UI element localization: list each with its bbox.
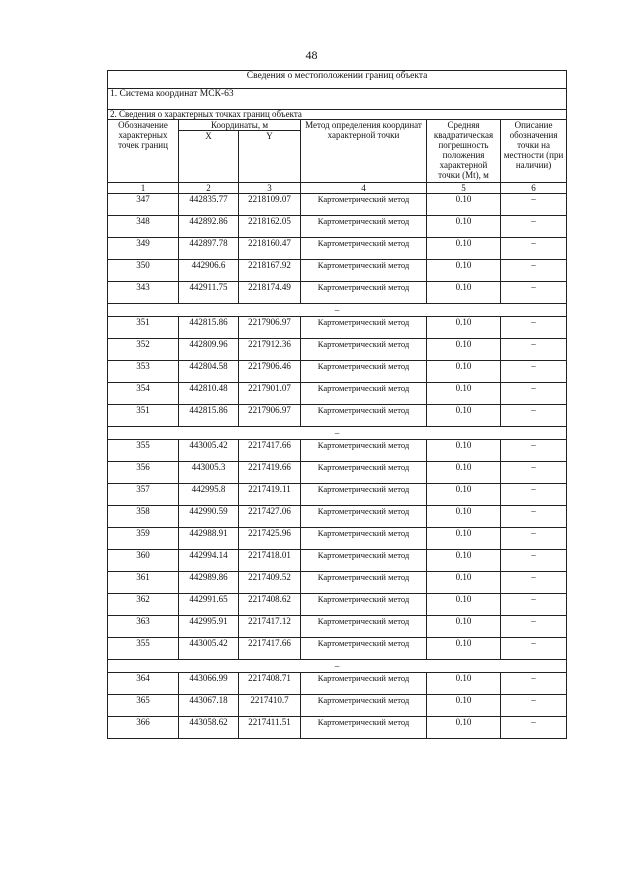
error-value: 0.10 — [427, 216, 501, 238]
point-id: 356 — [108, 462, 179, 484]
coord-x: 443067.18 — [179, 695, 239, 717]
table-row — [108, 717, 567, 739]
coord-x: 442989.86 — [179, 572, 239, 594]
table-row — [108, 260, 567, 282]
point-id: 347 — [108, 194, 179, 216]
header-method: Метод определения координат характерной точки — [301, 120, 427, 183]
point-id: 355 — [108, 638, 179, 660]
point-id: 363 — [108, 616, 179, 638]
table-row — [108, 550, 567, 572]
coord-y: 2217419.11 — [239, 484, 301, 506]
header-x: X — [179, 131, 239, 183]
points-section-label: 2. Сведения о характерных точках границ объекта — [108, 110, 567, 120]
description: – — [501, 238, 567, 260]
error-value: 0.10 — [427, 260, 501, 282]
coord-y: 2217901.07 — [239, 383, 301, 405]
description: – — [501, 462, 567, 484]
description: – — [501, 282, 567, 304]
coord-y: 2217417.12 — [239, 616, 301, 638]
point-id: 348 — [108, 216, 179, 238]
error-value: 0.10 — [427, 695, 501, 717]
table-body — [108, 71, 567, 739]
coord-y: 2218162.05 — [239, 216, 301, 238]
method: Картометрический метод — [301, 673, 427, 695]
point-id: 358 — [108, 506, 179, 528]
description: – — [501, 216, 567, 238]
coord-x: 442835.77 — [179, 194, 239, 216]
col-number: 4 — [301, 183, 427, 194]
table-row — [108, 484, 567, 506]
coord-x: 443005.3 — [179, 462, 239, 484]
point-id: 352 — [108, 339, 179, 361]
method: Картометрический метод — [301, 717, 427, 739]
coord-x: 442991.65 — [179, 594, 239, 616]
coord-x: 442810.48 — [179, 383, 239, 405]
group-separator: – — [108, 427, 567, 440]
coord-x: 443066.99 — [179, 673, 239, 695]
method: Картометрический метод — [301, 361, 427, 383]
point-id: 366 — [108, 717, 179, 739]
coord-x: 442995.8 — [179, 484, 239, 506]
method: Картометрический метод — [301, 383, 427, 405]
description: – — [501, 506, 567, 528]
error-value: 0.10 — [427, 506, 501, 528]
error-value: 0.10 — [427, 594, 501, 616]
boundary-points-table — [107, 70, 567, 739]
coord-y: 2217408.62 — [239, 594, 301, 616]
coord-x: 442815.86 — [179, 405, 239, 427]
table-row — [108, 405, 567, 427]
error-value: 0.10 — [427, 383, 501, 405]
page-number: 48 — [305, 48, 318, 62]
col-number: 3 — [239, 183, 301, 194]
method: Картометрический метод — [301, 339, 427, 361]
error-value: 0.10 — [427, 550, 501, 572]
table-row — [108, 282, 567, 304]
coord-y: 2218109.07 — [239, 194, 301, 216]
coord-y: 2217427.06 — [239, 506, 301, 528]
point-id: 349 — [108, 238, 179, 260]
error-value: 0.10 — [427, 317, 501, 339]
coord-x: 443005.42 — [179, 638, 239, 660]
description: – — [501, 484, 567, 506]
table-row — [108, 695, 567, 717]
method: Картометрический метод — [301, 194, 427, 216]
table-row — [108, 506, 567, 528]
method: Картометрический метод — [301, 550, 427, 572]
coord-x: 442809.96 — [179, 339, 239, 361]
table-row — [108, 194, 567, 216]
header-coordinates: Координаты, м — [179, 120, 301, 131]
col-number: 2 — [179, 183, 239, 194]
point-id: 351 — [108, 405, 179, 427]
point-id: 353 — [108, 361, 179, 383]
description: – — [501, 616, 567, 638]
coord-x: 442897.78 — [179, 238, 239, 260]
description: – — [501, 695, 567, 717]
coord-x: 442911.75 — [179, 282, 239, 304]
table-row — [108, 462, 567, 484]
description: – — [501, 440, 567, 462]
coord-y: 2217417.66 — [239, 638, 301, 660]
error-value: 0.10 — [427, 282, 501, 304]
point-id: 364 — [108, 673, 179, 695]
error-value: 0.10 — [427, 616, 501, 638]
error-value: 0.10 — [427, 238, 501, 260]
coord-x: 442906.6 — [179, 260, 239, 282]
coord-x: 442990.59 — [179, 506, 239, 528]
coord-y: 2217410.7 — [239, 695, 301, 717]
method: Картометрический метод — [301, 317, 427, 339]
point-id: 362 — [108, 594, 179, 616]
point-id: 361 — [108, 572, 179, 594]
table-row — [108, 440, 567, 462]
table-row — [108, 361, 567, 383]
coord-y: 2217906.97 — [239, 405, 301, 427]
col-number: 1 — [108, 183, 179, 194]
method: Картометрический метод — [301, 572, 427, 594]
description: – — [501, 260, 567, 282]
method: Картометрический метод — [301, 638, 427, 660]
description: – — [501, 550, 567, 572]
group-separator-row — [108, 304, 567, 317]
error-value: 0.10 — [427, 673, 501, 695]
group-separator: – — [108, 304, 567, 317]
point-id: 343 — [108, 282, 179, 304]
error-value: 0.10 — [427, 638, 501, 660]
method: Картометрический метод — [301, 260, 427, 282]
error-value: 0.10 — [427, 528, 501, 550]
coord-y: 2217425.96 — [239, 528, 301, 550]
coord-y: 2217417.66 — [239, 440, 301, 462]
group-separator-row — [108, 427, 567, 440]
point-id: 351 — [108, 317, 179, 339]
coord-x: 442804.58 — [179, 361, 239, 383]
error-value: 0.10 — [427, 572, 501, 594]
method: Картометрический метод — [301, 462, 427, 484]
table-row — [108, 317, 567, 339]
point-id: 360 — [108, 550, 179, 572]
coord-y: 2217906.97 — [239, 317, 301, 339]
method: Картометрический метод — [301, 440, 427, 462]
table-row — [108, 528, 567, 550]
error-value: 0.10 — [427, 405, 501, 427]
description: – — [501, 528, 567, 550]
header-description: Описание обозначения точки на местности (при наличии) — [501, 120, 567, 183]
coord-y: 2217419.66 — [239, 462, 301, 484]
group-separator: – — [108, 660, 567, 673]
description: – — [501, 383, 567, 405]
coord-x: 442892.86 — [179, 216, 239, 238]
description: – — [501, 594, 567, 616]
description: – — [501, 317, 567, 339]
description: – — [501, 361, 567, 383]
table-row — [108, 594, 567, 616]
point-id: 359 — [108, 528, 179, 550]
description: – — [501, 717, 567, 739]
table-row — [108, 339, 567, 361]
coord-y: 2217912.36 — [239, 339, 301, 361]
description: – — [501, 572, 567, 594]
coord-y: 2217409.52 — [239, 572, 301, 594]
coord-x: 442995.91 — [179, 616, 239, 638]
description: – — [501, 194, 567, 216]
error-value: 0.10 — [427, 194, 501, 216]
coord-y: 2217906.46 — [239, 361, 301, 383]
point-id: 357 — [108, 484, 179, 506]
method: Картометрический метод — [301, 594, 427, 616]
header-error: Средняя квадратическая погрешность положения характерной точки (Mt), м — [427, 120, 501, 183]
coord-x: 443005.42 — [179, 440, 239, 462]
error-value: 0.10 — [427, 462, 501, 484]
error-value: 0.10 — [427, 339, 501, 361]
col-number: 6 — [501, 183, 567, 194]
point-id: 354 — [108, 383, 179, 405]
point-id: 365 — [108, 695, 179, 717]
coord-x: 442815.86 — [179, 317, 239, 339]
coord-y: 2218160.47 — [239, 238, 301, 260]
method: Картометрический метод — [301, 238, 427, 260]
coord-x: 442988.91 — [179, 528, 239, 550]
error-value: 0.10 — [427, 361, 501, 383]
table-row — [108, 638, 567, 660]
method: Картометрический метод — [301, 528, 427, 550]
coord-y: 2217418.01 — [239, 550, 301, 572]
header-point-id: Обозначение характерных точек границ — [108, 120, 179, 183]
table-row — [108, 238, 567, 260]
error-value: 0.10 — [427, 717, 501, 739]
method: Картометрический метод — [301, 506, 427, 528]
method: Картометрический метод — [301, 484, 427, 506]
error-value: 0.10 — [427, 484, 501, 506]
error-value: 0.10 — [427, 440, 501, 462]
header-y: Y — [239, 131, 301, 183]
coord-y: 2218167.92 — [239, 260, 301, 282]
coord-x: 442994.14 — [179, 550, 239, 572]
point-id: 355 — [108, 440, 179, 462]
coordinate-system-label: 1. Система координат МСК-63 — [108, 89, 567, 110]
column-numbers-row — [108, 183, 567, 194]
method: Картометрический метод — [301, 695, 427, 717]
coord-x: 443058.62 — [179, 717, 239, 739]
method: Картометрический метод — [301, 282, 427, 304]
table-row — [108, 673, 567, 695]
table-title: Сведения о местоположении границ объекта — [108, 71, 567, 89]
method: Картометрический метод — [301, 616, 427, 638]
coord-y: 2218174.49 — [239, 282, 301, 304]
table-row — [108, 616, 567, 638]
col-number: 5 — [427, 183, 501, 194]
coord-y: 2217411.51 — [239, 717, 301, 739]
point-id: 350 — [108, 260, 179, 282]
coord-y: 2217408.71 — [239, 673, 301, 695]
description: – — [501, 339, 567, 361]
table-row — [108, 216, 567, 238]
description: – — [501, 638, 567, 660]
table-row — [108, 383, 567, 405]
table-row — [108, 572, 567, 594]
description: – — [501, 673, 567, 695]
description: – — [501, 405, 567, 427]
method: Картометрический метод — [301, 216, 427, 238]
group-separator-row — [108, 660, 567, 673]
method: Картометрический метод — [301, 405, 427, 427]
